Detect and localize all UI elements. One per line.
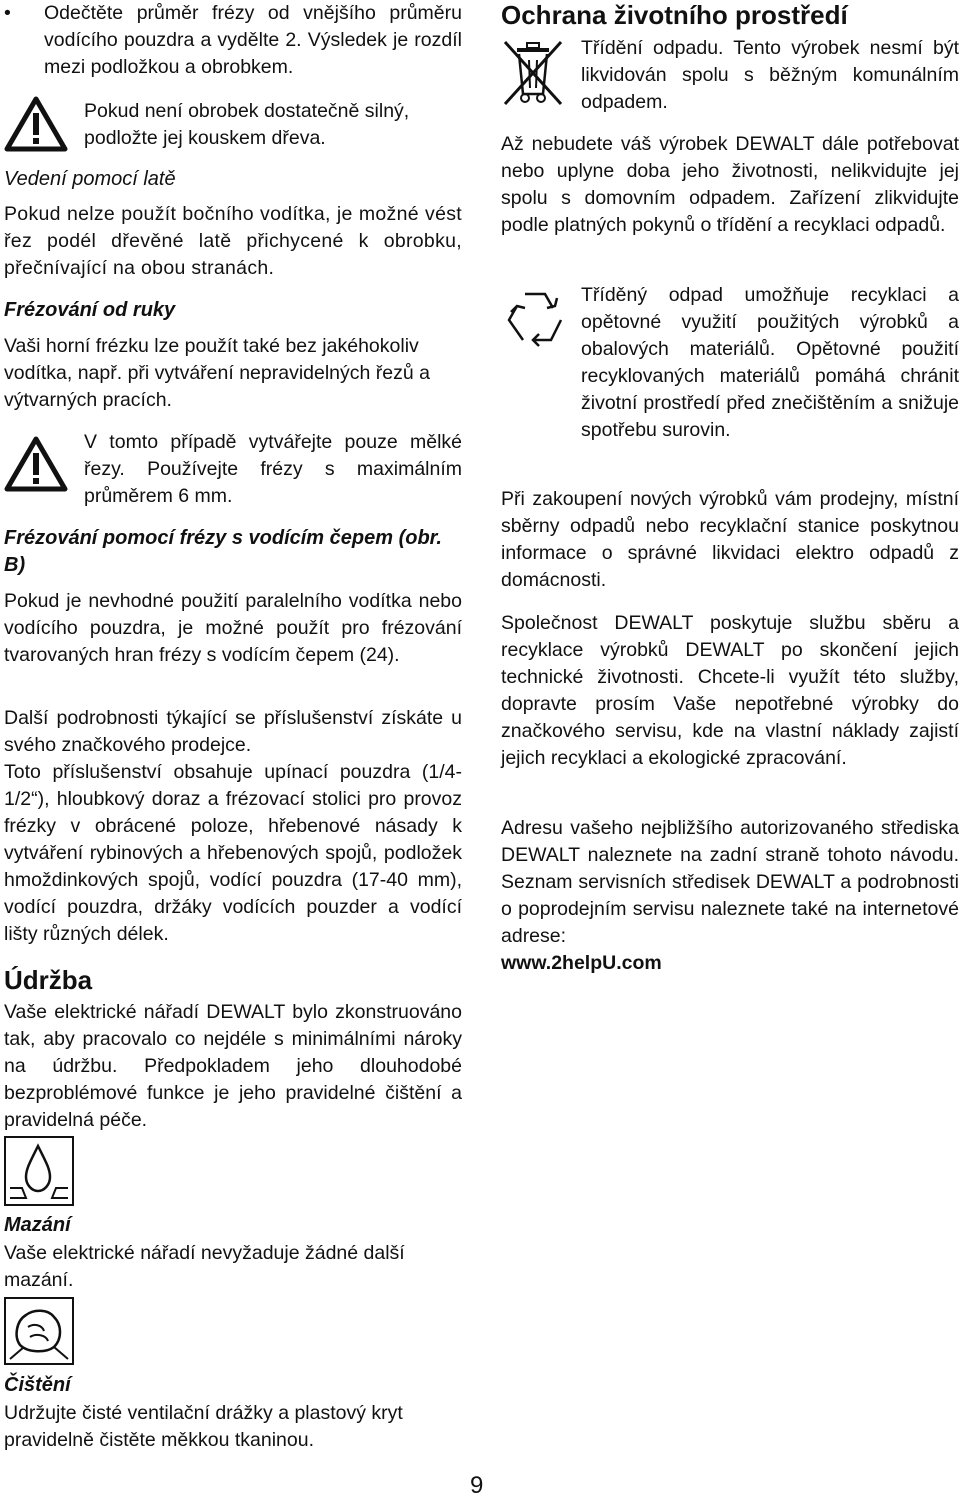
warning-text-1: Pokud není obrobek dostatečně silný, podložte jej kouskem dřeva. (84, 100, 410, 149)
heading-ochrana: Ochrana životního prostředí (501, 0, 848, 30)
website-url[interactable]: www.2helpU.com (501, 952, 662, 974)
heading-cep: Frézování pomocí frézy s vodícím čepem (obr. B) (4, 527, 442, 576)
paragraph-trideni: Třídění odpadu. Tento výrobek nesmí být likvidován spolu s běžným komunálním odpadem. (581, 37, 959, 113)
heading-cisteni: Čištění (4, 1374, 71, 1396)
paragraph-cep: Pokud je nevhodné použití paralelního vodítka nebo vodícího pouzdra, je možné použít pro frézování tvarovaných hran frézy s vodícím čepem (24). (4, 590, 462, 666)
paragraph-az: Až nebudete váš výrobek DEWALT dále potřebovat nebo uplyne doba jeho životnosti, nelikvidujte jej spolu s domovním odpadem. Zařízení zlikvidujte podle platných pokynů o třídění a recyklaci odpadů. (501, 133, 959, 236)
paragraph-mazani: Vaše elektrické nářadí nevyžaduje žádné další mazání. (4, 1242, 405, 1291)
paragraph-udrzba: Vaše elektrické nářadí DEWALT bylo zkonstruováno tak, aby pracovalo co nejdéle s minimálními nároky na údržbu. Předpokladem jeho dlouhodobé bezproblémové funkce je jeho pravidelné čištění a pravidelná péče. (4, 1001, 462, 1131)
paragraph-trideny: Tříděný odpad umožňuje recyklaci a opětovné využití použitých výrobků a obalových materiálů. Opětovné použití recyklovaných materiálů pomáhá chránit životní prostředí před znečištěním a snižuje spotřebu surovin. (581, 284, 959, 441)
paragraph-cisteni: Udržujte čisté ventilační drážky a plastový kryt pravidelně čistěte měkkou tkaninou. (4, 1402, 403, 1451)
paragraph-lat: Pokud nelze použít bočního vodítka, je možné vést řez podél dřevěné latě přichycené k obrobku, přečnívající na obou stranách. (4, 203, 462, 279)
recycle-icon (503, 286, 567, 350)
bullet-mark: • (4, 2, 11, 24)
cleaning-cloth-icon (4, 1297, 74, 1365)
warning-icon (4, 436, 68, 492)
oil-drop-icon (4, 1136, 74, 1206)
paragraph-pri: Při zakoupení nových výrobků vám prodejny, místní sběrny odpadů nebo recyklační stanice poskytnou informace o správné likvidaci elektro odpadů z domácnosti. (501, 488, 959, 591)
bullet-text: Odečtěte průměr frézy od vnějšího průměru vodícího pouzdra a vydělte 2. Výsledek je rozdíl mezi podložkou a obrobkem. (44, 2, 462, 78)
warning-text-2: V tomto případě vytvářejte pouze mělké řezy. Používejte frézy s maximálním průměrem 6 mm. (84, 431, 462, 507)
warning-icon (4, 96, 68, 152)
page-number: 9 (470, 1472, 484, 1499)
paragraph-dalsi: Další podrobnosti týkající se příslušenství získáte u svého značkového prodejce. (4, 707, 462, 756)
paragraph-ruky: Vaši horní frézku lze použít také bez jakéhokoliv vodítka, např. při vytváření nepravidelných řezů a výtvarných pracích. (4, 335, 430, 411)
paragraph-spolecnost: Společnost DEWALT poskytuje službu sběru a recyklace výrobků DEWALT po skončení jejich technické životnosti. Chcete-li využít této služby, dopravte prosím Vaše nepotřebné výrobky do značkového servisu, kde na vlastní náklady zajistí jejich recyklaci a ekologické zpracování. (501, 612, 959, 769)
paragraph-adresu: Adresu vašeho nejbližšího autorizovaného střediska DEWALT naleznete na zadní straně tohoto návodu. Seznam servisních středisek DEWALT a podrobnosti o poprodejním servisu naleznete také na internetové adrese: (501, 817, 959, 947)
heading-mazani: Mazání (4, 1214, 71, 1236)
heading-lat: Vedení pomocí latě (4, 168, 176, 190)
heading-udrzba: Údržba (4, 965, 93, 995)
heading-ruky: Frézování od ruky (4, 299, 176, 321)
crossed-bin-icon (501, 38, 565, 110)
paragraph-toto: Toto příslušenství obsahuje upínací pouzdra (1/4-1/2“), hloubkový doraz a frézovací stolici pro provoz frézky v obrácené poloze, hřebenové násady k vytváření rybinových a hřebenových spojů, podložek hmoždinkových spojů, vodící pouzdra (17-40 mm), vodící pouzdra, držáky vodících pouzder a vodící lišty různých délek. (4, 761, 462, 945)
